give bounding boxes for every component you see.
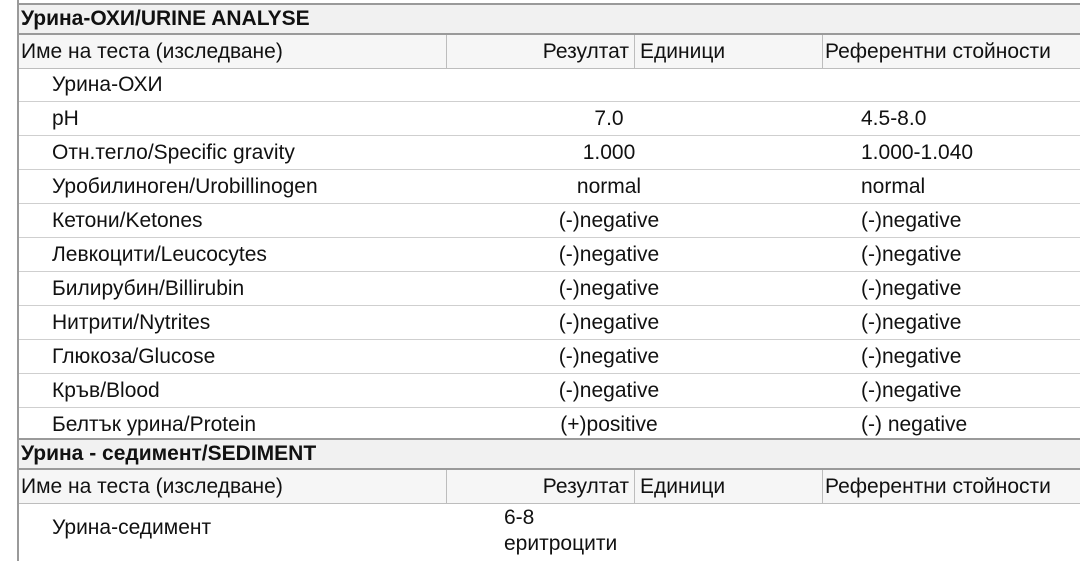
column-header-test-name: Име на теста (изследване): [21, 40, 283, 63]
test-name: Урина-седимент: [52, 516, 212, 539]
column-header-row: [19, 35, 1080, 69]
column-header-row: [19, 470, 1080, 504]
test-name: Нитрити/Nytrites: [52, 311, 211, 334]
test-reference: 1.000-1.040: [861, 141, 974, 164]
test-result: 7.0: [594, 107, 624, 130]
test-name: Белтък урина/Protein: [52, 413, 257, 436]
test-name: Левкоцити/Leucocytes: [52, 243, 267, 266]
table-row: [19, 272, 1080, 306]
test-name: Глюкоза/Glucose: [52, 345, 216, 368]
test-result-line: 6-8: [504, 506, 535, 529]
table-row: [19, 238, 1080, 272]
test-result: (+)positive: [560, 413, 658, 436]
test-result: (-)negative: [558, 345, 660, 368]
column-header-test-name: Име на теста (изследване): [21, 475, 283, 498]
table-row-group: [19, 68, 1080, 102]
column-header-units: Единици: [634, 35, 822, 68]
test-reference: (-)negative: [861, 243, 962, 266]
test-name: Отн.тегло/Specific gravity: [52, 141, 295, 164]
test-result: normal: [576, 175, 642, 198]
test-reference: normal: [861, 175, 926, 198]
test-result: (-)negative: [558, 311, 660, 334]
test-reference: (-)negative: [861, 345, 962, 368]
test-result: (-)negative: [558, 243, 660, 266]
test-result: [504, 505, 617, 557]
lab-report: [17, 0, 1080, 561]
column-header-reference: Референтни стойности: [822, 35, 1080, 68]
group-label: Урина-ОХИ: [52, 73, 163, 96]
test-result: 1.000: [582, 141, 636, 164]
test-reference: (-)negative: [861, 379, 962, 402]
test-reference: (-)negative: [861, 209, 962, 232]
table-row: [19, 136, 1080, 170]
test-name: Кръв/Blood: [52, 379, 160, 402]
test-reference: (-)negative: [861, 311, 962, 334]
test-reference: (-) negative: [861, 413, 968, 436]
column-header-result: Резултат: [446, 35, 634, 68]
test-name: pH: [52, 107, 79, 130]
section-title-urine-analyse: Урина-ОХИ/URINE ANALYSE: [19, 3, 1080, 35]
test-result: (-)negative: [558, 379, 660, 402]
table-row: [19, 170, 1080, 204]
table-row: [19, 204, 1080, 238]
table-row: [19, 374, 1080, 408]
table-row: [19, 102, 1080, 136]
section-title-sediment: Урина - седимент/SEDIMENT: [19, 438, 1080, 470]
test-reference: 4.5-8.0: [861, 107, 927, 130]
column-header-reference: Референтни стойности: [822, 470, 1080, 503]
test-reference: (-)negative: [861, 277, 962, 300]
column-header-result: Резултат: [446, 470, 634, 503]
column-header-units: Единици: [634, 470, 822, 503]
table-row: [19, 306, 1080, 340]
test-name: Билирубин/Billirubin: [52, 277, 245, 300]
test-result: (-)negative: [558, 209, 660, 232]
test-name: Уробилиноген/Urobillinogen: [52, 175, 318, 198]
table-row: [19, 340, 1080, 374]
table-row: [19, 503, 1080, 561]
test-name: Кетони/Ketones: [52, 209, 203, 232]
test-result: (-)negative: [558, 277, 660, 300]
table-row: [19, 408, 1080, 442]
test-result-line: еритроцити: [504, 532, 618, 555]
